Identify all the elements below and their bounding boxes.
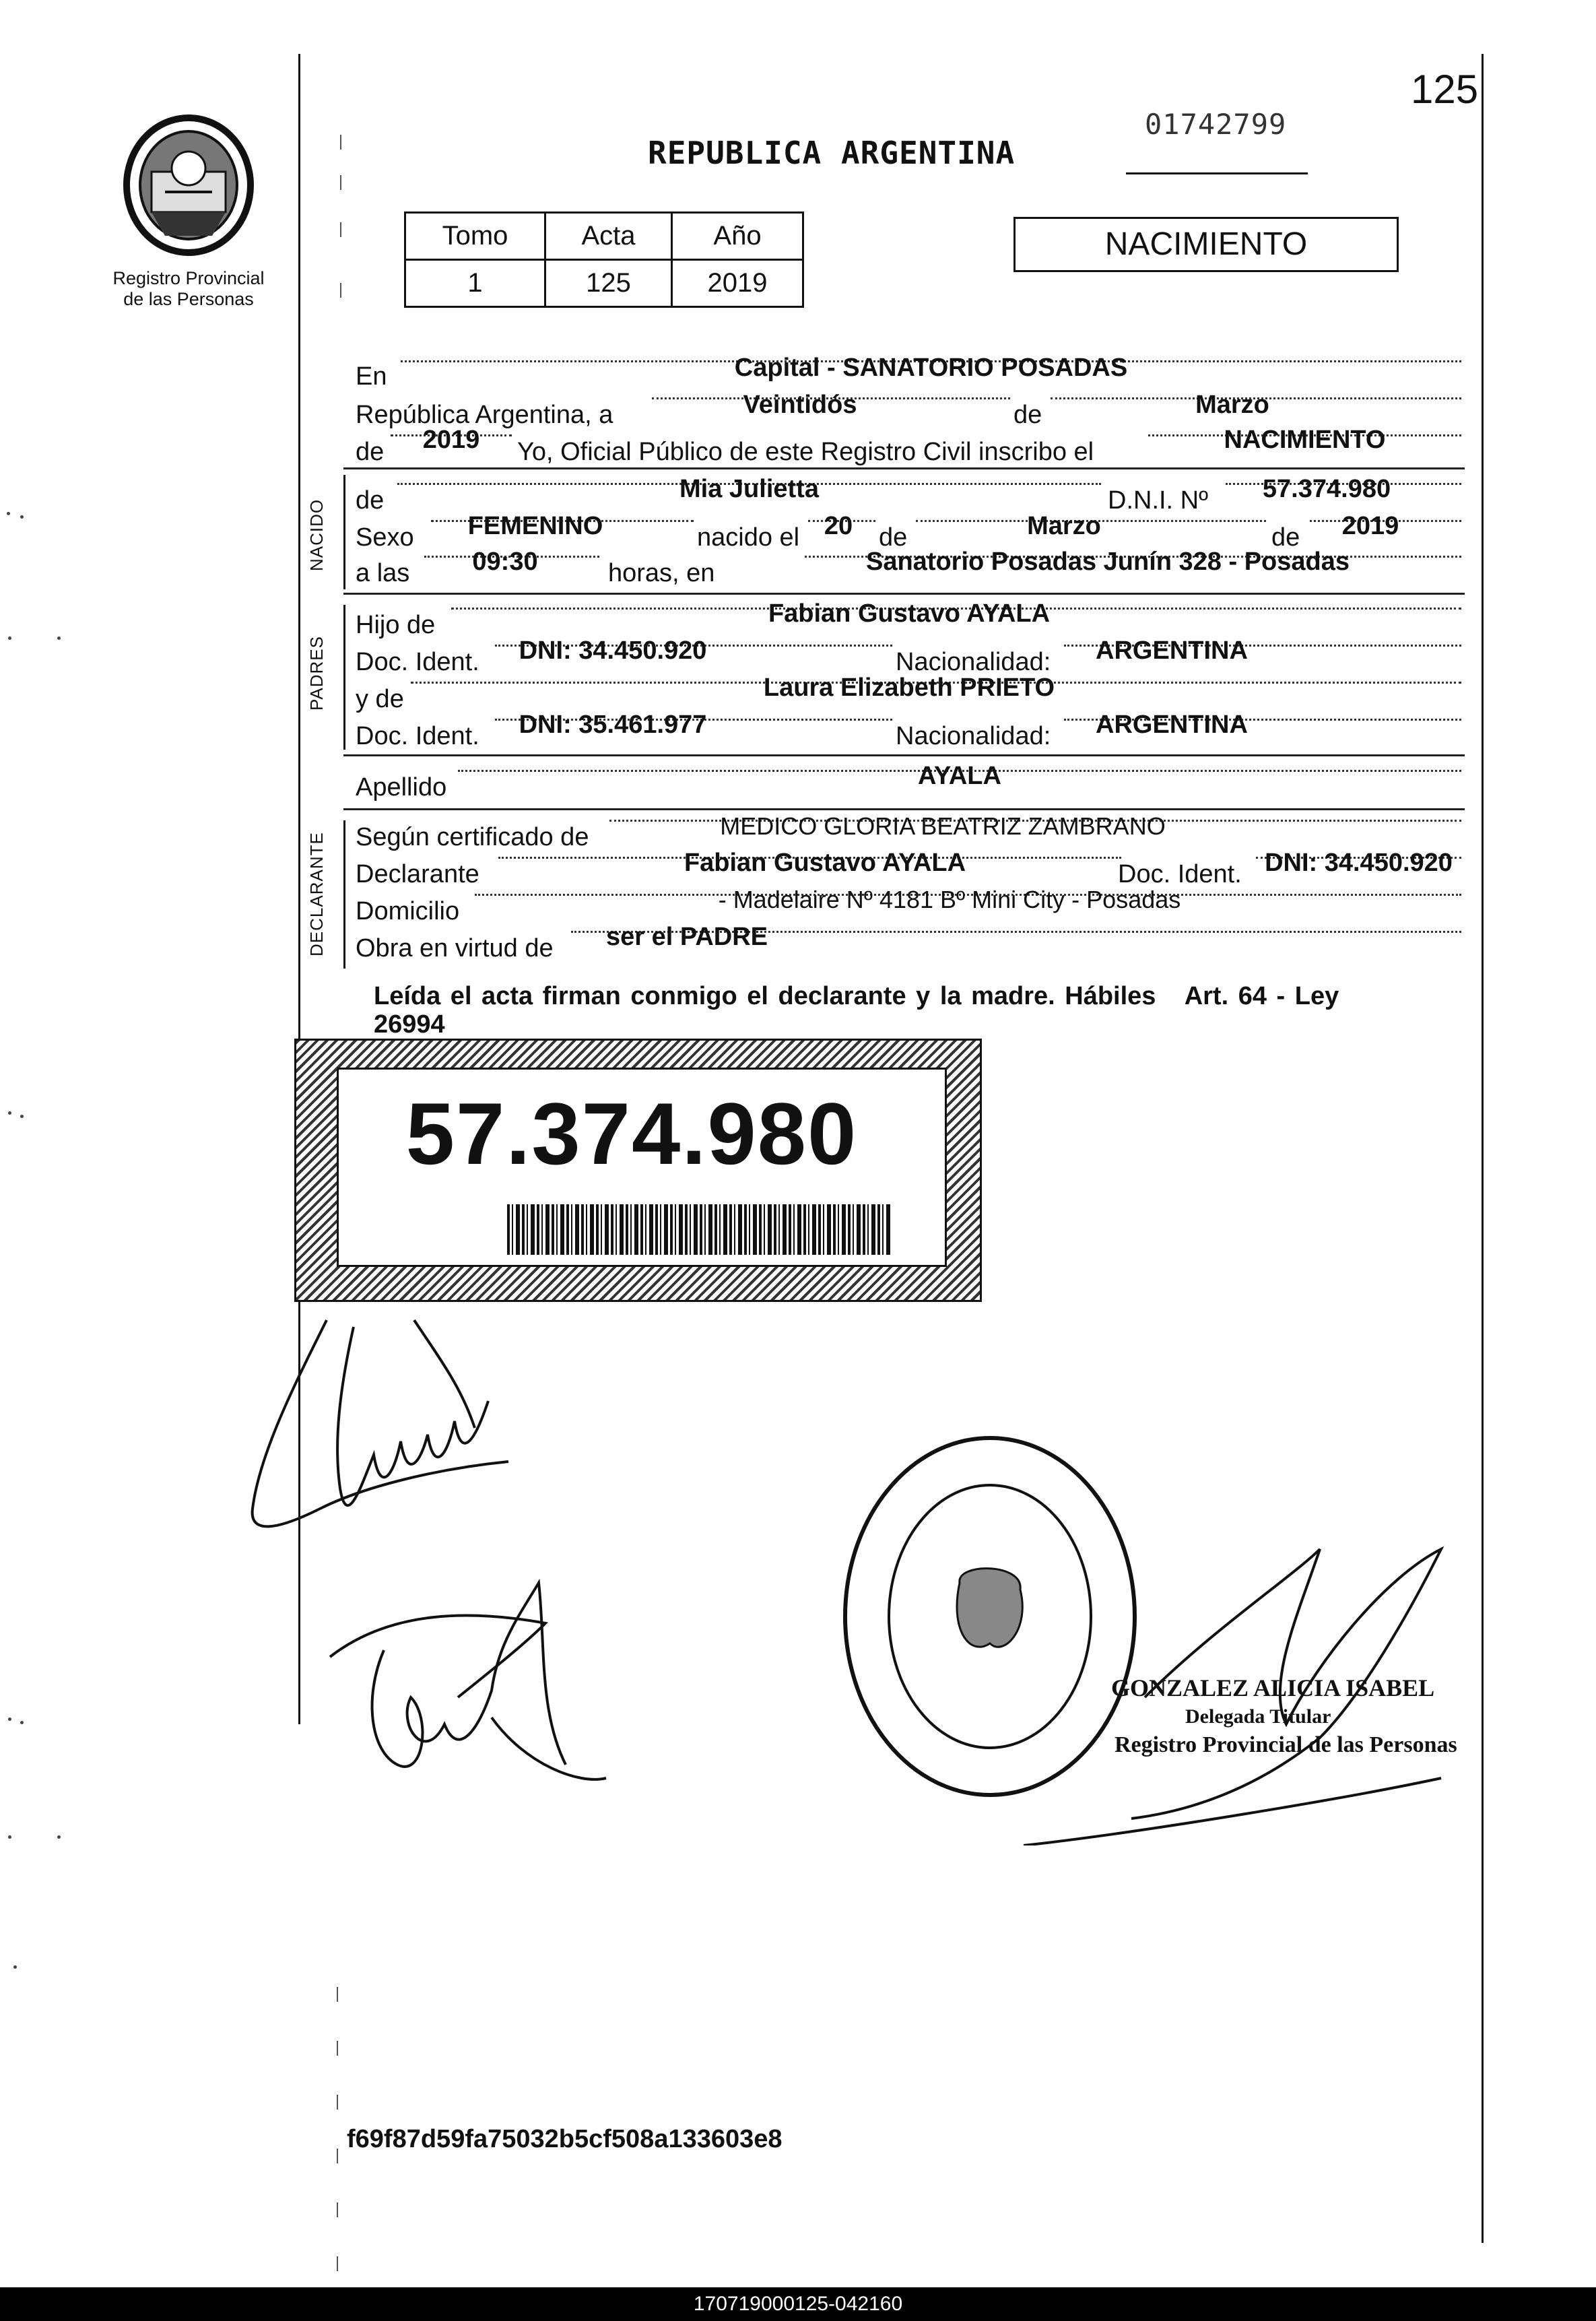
birth-day: 20 xyxy=(824,512,853,540)
declarante-section-label: DECLARANTE xyxy=(306,832,327,956)
footer-code: 170719000125-042160 xyxy=(693,2293,903,2315)
sexo-value: FEMENINO xyxy=(467,512,603,540)
nacido-de-label: de xyxy=(356,486,385,515)
birth-year: 2019 xyxy=(1341,512,1399,540)
barcode-icon xyxy=(507,1204,891,1255)
mother-nat-label: Nacionalidad: xyxy=(896,722,1051,750)
footer-bar xyxy=(0,2287,1596,2321)
father-name: Fabian Gustavo AYALA xyxy=(768,599,1051,628)
mother-doc: DNI: 35.461.977 xyxy=(519,711,707,739)
closing-line-1: Leída el acta firman conmigo el declarante y la madre. Hábiles Art. 64 - Ley xyxy=(374,982,1339,1010)
horas-label: horas, en xyxy=(608,559,715,587)
official-seal-icon xyxy=(835,1428,1145,1805)
acta-header: Acta xyxy=(545,213,672,260)
sticker-inner xyxy=(337,1068,947,1267)
apellido-value: AYALA xyxy=(918,762,1001,790)
signature-mother-icon xyxy=(323,1563,646,1819)
y-de-label: y de xyxy=(356,685,404,713)
birth-de-label-1: de xyxy=(879,523,908,552)
tomo-value: 1 xyxy=(405,260,545,307)
registry-name-line2: de las Personas xyxy=(123,289,254,309)
address-value: - Madelaire Nº 4181 Bº Mini City - Posadas xyxy=(718,886,1181,913)
dni-label: D.N.I. Nº xyxy=(1108,486,1208,515)
birth-place: Sanatorio Posadas Junín 328 - Posadas xyxy=(865,548,1350,576)
year-value: 2019 xyxy=(422,426,480,454)
document-hash: f69f87d59fa75032b5cf508a133603e8 xyxy=(347,2125,783,2153)
dni-sticker xyxy=(294,1039,982,1302)
padres-section-label: PADRES xyxy=(306,636,327,711)
de-label-1: de xyxy=(1013,401,1042,429)
separator-2 xyxy=(343,593,1465,595)
domicilio-label: Domicilio xyxy=(356,897,460,925)
mother-nat: ARGENTINA xyxy=(1096,711,1248,739)
day-words-value: Veintidós xyxy=(743,391,857,419)
right-margin-line xyxy=(1482,54,1484,2243)
separator-1 xyxy=(343,467,1465,469)
child-name: Mia Julietta xyxy=(679,475,819,503)
act-value: NACIMIENTO xyxy=(1224,426,1386,454)
ano-header: Año xyxy=(672,213,803,260)
sexo-label: Sexo xyxy=(356,523,414,552)
nacido-el-label: nacido el xyxy=(697,523,800,552)
father-nat-label: Nacionalidad: xyxy=(896,648,1051,676)
de-label-2: de xyxy=(356,438,385,466)
cert-label: Según certificado de xyxy=(356,823,589,851)
official-org: Registro Provincial de las Personas xyxy=(1115,1732,1457,1757)
tomo-acta-ano-table xyxy=(404,211,804,308)
serial-number: 01742799 xyxy=(1145,108,1287,141)
place-value: Capital - SANATORIO POSADAS xyxy=(734,354,1128,382)
birth-time: 09:30 xyxy=(472,548,538,576)
father-nat: ARGENTINA xyxy=(1096,636,1248,665)
child-dni: 57.374.980 xyxy=(1262,475,1391,503)
acta-value: 125 xyxy=(545,260,672,307)
country-title: REPUBLICA ARGENTINA xyxy=(648,135,1016,171)
mother-name: Laura Elizabeth PRIETO xyxy=(763,674,1055,702)
nacido-section-label: NACIDO xyxy=(306,498,327,571)
hijo-de-label: Hijo de xyxy=(356,611,436,639)
en-label: En xyxy=(356,362,387,391)
declarante-doc: DNI: 34.450.920 xyxy=(1265,849,1453,877)
doc-type: NACIMIENTO xyxy=(1104,226,1308,262)
registry-logo xyxy=(104,111,273,266)
tomo-header: Tomo xyxy=(405,213,545,260)
country-underline xyxy=(1126,172,1308,174)
father-doc: DNI: 34.450.920 xyxy=(519,636,707,665)
obra-value: ser el PADRE xyxy=(605,923,768,951)
month-value: Marzo xyxy=(1195,391,1269,419)
separator-3 xyxy=(343,754,1465,756)
coat-of-arms-icon xyxy=(104,111,273,266)
mother-doc-label: Doc. Ident. xyxy=(356,722,479,750)
sticker-number: 57.374.980 xyxy=(405,1084,858,1183)
father-doc-label: Doc. Ident. xyxy=(356,648,479,676)
doc-type-box xyxy=(1013,217,1399,272)
official-name: GONZALEZ ALICIA ISABEL xyxy=(1111,1674,1435,1701)
ano-value: 2019 xyxy=(672,260,803,307)
signature-declarante-icon xyxy=(239,1307,522,1563)
apellido-label: Apellido xyxy=(356,773,447,802)
closing-line-2: 26994 xyxy=(374,1010,445,1039)
declarante-name: Fabian Gustavo AYALA xyxy=(684,849,966,877)
obra-label: Obra en virtud de xyxy=(356,934,554,962)
a-las-label: a las xyxy=(356,559,410,587)
official-title: Delegada Titular xyxy=(1185,1705,1331,1728)
page-number: 125 xyxy=(1411,67,1479,112)
separator-4 xyxy=(343,808,1465,810)
declarante-label: Declarante xyxy=(356,860,479,888)
registry-name-line1: Registro Provincial xyxy=(112,268,265,288)
birth-month: Marzo xyxy=(1027,512,1101,540)
inscribo-label: Yo, Oficial Público de este Registro Civil inscribo el xyxy=(517,438,1094,466)
cert-value: MEDICO GLORIA BEATRIZ ZAMBRANO xyxy=(720,812,1166,840)
republic-label: República Argentina, a xyxy=(356,401,613,429)
registry-name xyxy=(81,268,296,310)
birth-de-label-2: de xyxy=(1271,523,1300,552)
declarante-doc-label: Doc. Ident. xyxy=(1118,860,1242,888)
